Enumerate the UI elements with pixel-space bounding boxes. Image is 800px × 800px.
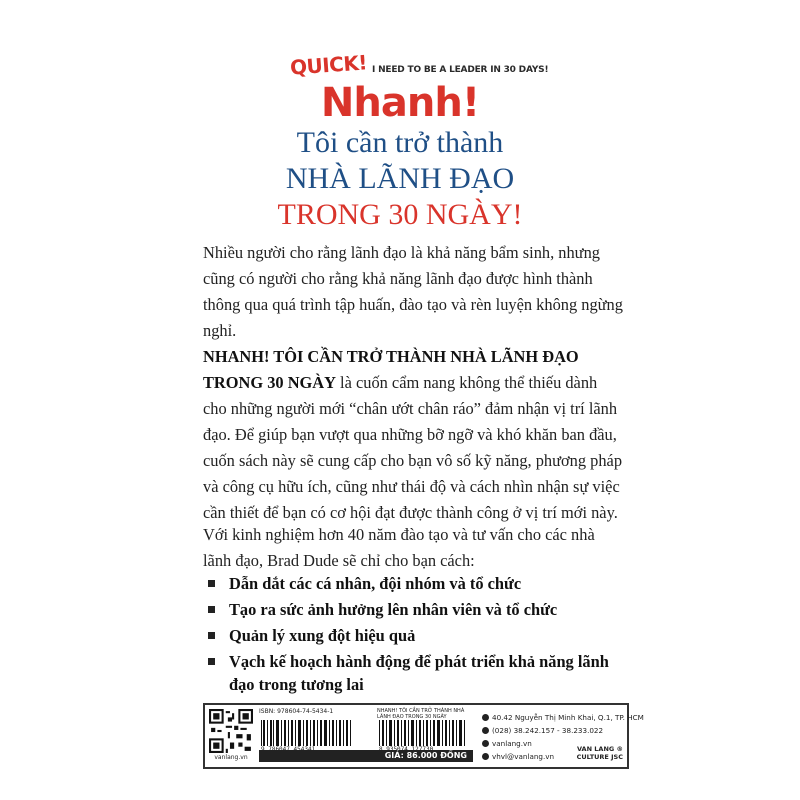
email-text: vhvl@vanlang.vn — [492, 752, 555, 761]
paragraph-intro: Nhiều người cho rằng lãnh đạo là khả năng bẩm sinh, nhưng cũng có người cho rằng khả năng lãnh đạo được hình thành thông qua quá trình tập huấn, đào tạo và rèn luyện không ngừng nghỉ. — [203, 243, 623, 340]
series-header — [289, 50, 550, 83]
paragraph-author: Với kinh nghiệm hơn 40 năm đào tạo và tư vấn cho các nhà lãnh đạo, Brad Dude sẽ chỉ cho bạn cách: — [203, 525, 595, 570]
paragraph-description-rest: là cuốn cẩm nang không thể thiếu dành cho những người mới “chân ướt chân ráo” đảm nhận vị trí lãnh đạo. Để giúp bạn vượt qua những bỡ ngỡ và khó khăn ban đầu, cuốn sách này sẽ cung cấp cho bạn vô số kỹ năng, phương pháp và công cụ hữu ích, cũng như thái độ và cách nhìn nhận sự việc cần thiết để bạn có cơ hội đạt được thành công ở vị trí mới này. — [203, 373, 623, 522]
title-line-1: Tôi cần trở thành — [296, 126, 504, 159]
qr-code-icon — [209, 709, 253, 753]
qr-caption: vanlang.vn — [214, 754, 248, 761]
address-row — [482, 711, 644, 724]
book-back-cover — [175, 0, 644, 800]
brand-line-2: CULTURE JSC — [576, 753, 623, 761]
barcode-area — [259, 708, 479, 756]
phone-row — [482, 724, 622, 737]
paragraph-description — [203, 344, 623, 526]
title-line-3: TRONG 30 NGÀY! — [277, 198, 523, 231]
website-text: vanlang.vn — [492, 739, 532, 748]
phone-icon — [482, 727, 489, 734]
price-label: GIÁ: 86.000 ĐỒNG — [259, 750, 473, 762]
list-item: Vạch kế hoạch hành động để phát triển khả năng lãnh đạo trong tương lai — [205, 650, 625, 696]
title-line-2: NHÀ LÃNH ĐẠO — [285, 162, 515, 195]
title-nhanh: Nhanh! — [320, 80, 480, 126]
publisher-logo — [577, 745, 623, 761]
isbn: ISBN: 978604-74-5434-1 — [259, 708, 334, 715]
email-icon — [482, 753, 489, 760]
book-title-bold: NHANH! TÔI CẦN TRỞ THÀNH NHÀ LÃNH ĐẠO TRONG 30 NGÀY — [203, 347, 579, 392]
list-item: Dẫn dắt các cá nhân, đội nhóm và tổ chức — [205, 572, 625, 595]
globe-icon — [482, 740, 489, 747]
location-icon — [482, 714, 489, 721]
list-item: Quản lý xung đột hiệu quả — [205, 624, 625, 647]
address-text: 40.42 Nguyễn Thị Minh Khai, Q.1, TP. HCM — [492, 713, 644, 722]
quick-logo: QUICK! — [289, 50, 368, 80]
barcode-book-title: NHANH! TÔI CẦN TRỞ THÀNH NHÀ LÃNH ĐẠO TRONG 30 NGÀY — [377, 708, 465, 720]
skills-list — [205, 572, 625, 699]
phone-text: (028) 38.242.157 - 38.233.022 — [492, 726, 604, 735]
list-item: Tạo ra sức ảnh hưởng lên nhân viên và tổ chức — [205, 598, 625, 621]
publisher-footer — [203, 703, 644, 769]
brand-line-1: VAN LANG ® — [576, 745, 623, 753]
series-subtitle: I NEED TO BE A LEADER IN 30 DAYS! — [372, 65, 549, 75]
barcode-icon — [259, 720, 469, 746]
